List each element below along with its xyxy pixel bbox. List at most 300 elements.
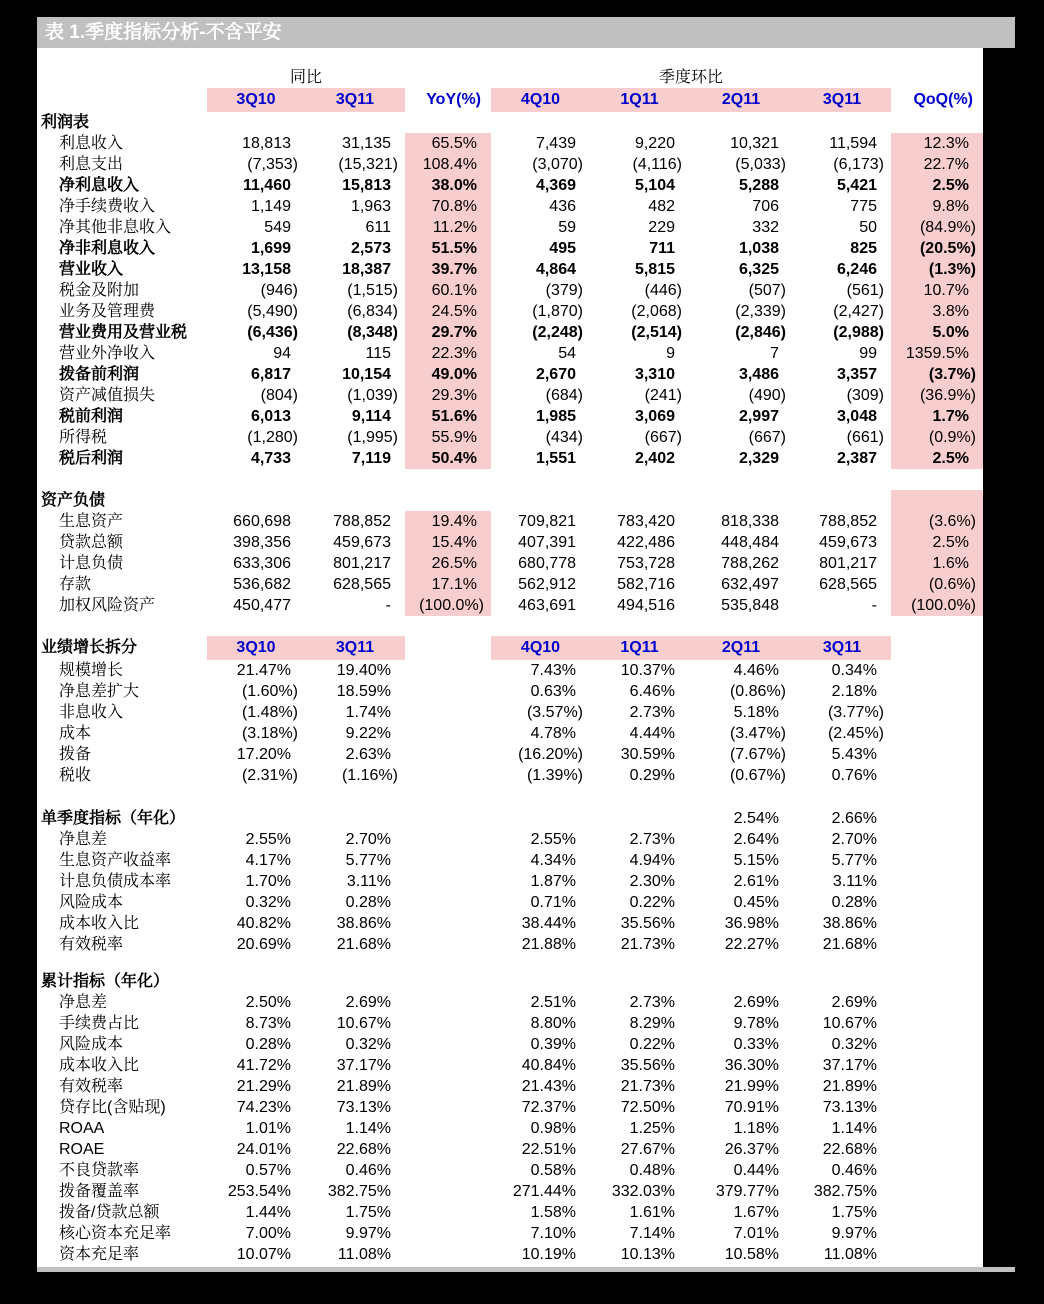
cell-3q11: 11.08% (337, 1246, 391, 1263)
cell-3q11: 21.89% (336, 1078, 391, 1095)
cell-3q10: 17.20% (236, 746, 291, 763)
row-label: 资本充足率 (59, 1246, 140, 1263)
cell-3q11: 0.46% (345, 1162, 391, 1179)
cell-1q11: 30.59% (620, 746, 675, 763)
cell-3q11: 10,154 (342, 366, 391, 383)
cell-4q10: 10.19% (521, 1246, 576, 1263)
cell-2q11: 1.67% (733, 1204, 779, 1221)
cell-3q11: 2.63% (345, 746, 391, 763)
cell-qoq: (36.9%) (891, 385, 983, 406)
cell-yoy (405, 1034, 491, 1055)
section-yoy-chip (207, 636, 405, 660)
cell-4q10: 0.58% (530, 1162, 576, 1179)
cell-4q10: 4.78% (530, 725, 576, 742)
cell-3q11: 1,963 (350, 198, 391, 215)
cell-3q10: 74.23% (236, 1099, 291, 1116)
cell-4q10: 0.63% (530, 683, 576, 700)
cell-1q11: 2.73% (629, 831, 675, 848)
cell-3q10: 18,813 (242, 135, 291, 152)
cell-4q10 (491, 971, 590, 992)
cell-3q11: 5.77% (345, 852, 391, 869)
row-label: 存款 (59, 576, 92, 593)
cell-3q11 (305, 112, 405, 133)
cell-yoy (405, 934, 491, 955)
cell-qoq (891, 723, 983, 744)
cell-yoy: 55.9% (405, 427, 491, 448)
row-label: 风险成本 (59, 1036, 124, 1053)
cell-3q11: 37.17% (336, 1057, 391, 1074)
cell-3q10: 536,682 (233, 576, 291, 593)
table-row (37, 702, 983, 723)
section-title: 业绩增长拆分 (41, 639, 138, 656)
cell-2q11: 2.64% (733, 831, 779, 848)
cell-3q11b: 3.11% (832, 873, 877, 890)
section-header-row (37, 808, 983, 829)
cell-2q11 (689, 971, 793, 992)
cell-yoy: 26.5% (405, 553, 491, 574)
cell-3q10: 450,477 (233, 597, 291, 614)
cell-qoq (891, 1181, 983, 1202)
cell-3q10: 0.32% (245, 894, 291, 911)
cell-qoq (891, 829, 983, 850)
cell-1q11: 0.22% (629, 1036, 675, 1053)
table-row (37, 850, 983, 871)
cell-2q11: 379.77% (715, 1183, 779, 1200)
cell-1q11: 35.56% (620, 915, 675, 932)
section-gap (37, 786, 983, 808)
cell-yoy (405, 1055, 491, 1076)
cell-3q11: 2.70% (345, 831, 391, 848)
cell-1q11: 753,728 (617, 555, 675, 572)
group-yoy-label: 同比 (289, 69, 322, 86)
cell-3q11b: 5,421 (836, 177, 877, 194)
cell-1q11: 711 (649, 240, 675, 257)
table-title-bar (37, 17, 1015, 48)
section-title: 资产负债 (41, 492, 106, 509)
cell-1q11: 2.30% (629, 873, 675, 890)
cell-3q11: 1.14% (345, 1120, 391, 1137)
cell-qoq (891, 490, 983, 511)
cell-3q11: (1,515) (347, 282, 398, 299)
cell-3q10 (207, 112, 305, 133)
table-row (37, 723, 983, 744)
cell-qoq: (84.9%) (891, 217, 983, 238)
cell-yoy (405, 681, 491, 702)
row-label: ROAA (59, 1120, 105, 1137)
cell-2q11: 0.33% (733, 1036, 779, 1053)
cell-3q11b: (3.77%) (827, 704, 884, 721)
cell-3q10: 660,698 (233, 513, 291, 530)
page-bottom-rule (37, 1267, 1015, 1272)
row-label: 净息差 (59, 994, 108, 1011)
cell-qoq (891, 971, 983, 992)
cell-qoq (891, 1139, 983, 1160)
cell-1q11 (590, 490, 689, 511)
cell-4q10: (379) (545, 282, 583, 299)
cell-1q11: 10.37% (620, 662, 675, 679)
cell-2q11: (7.67%) (729, 746, 786, 763)
cell-2q11: (0.86%) (729, 683, 786, 700)
cell-3q10: 1.44% (245, 1204, 291, 1221)
cell-3q10: (1.48%) (241, 704, 298, 721)
cell-3q11b: 0.46% (831, 1162, 877, 1179)
cell-3q10: 8.73% (245, 1015, 291, 1032)
cell-2q11: 70.91% (724, 1099, 779, 1116)
cell-1q11: (2,068) (631, 303, 682, 320)
table-row (37, 280, 983, 301)
cell-yoy: 24.5% (405, 301, 491, 322)
cell-4q10: 4,864 (535, 261, 576, 278)
cell-3q11b: 38.86% (822, 915, 877, 932)
cell-1q11: 9 (666, 345, 675, 362)
cell-4q10: (2,248) (532, 324, 583, 341)
cell-yoy (405, 112, 491, 133)
cell-3q11: 788,852 (333, 513, 391, 530)
table-row (37, 1244, 983, 1265)
cell-1q11: (4,116) (632, 156, 682, 173)
row-label: 税前利润 (59, 408, 124, 425)
cell-3q11b (793, 490, 891, 511)
cell-4q10: 0.71% (530, 894, 576, 911)
cell-1q11: 7.14% (629, 1225, 675, 1242)
cell-1q11: 5,104 (634, 177, 675, 194)
row-label: 核心资本充足率 (59, 1225, 172, 1242)
cell-yoy: 51.5% (405, 238, 491, 259)
cell-4q10: (684) (545, 387, 583, 404)
cell-2q11: 2,997 (738, 408, 779, 425)
qoq-header-chip (491, 88, 891, 112)
cell-3q11: 3.11% (346, 873, 391, 890)
cell-4q10: 271.44% (512, 1183, 576, 1200)
cell-4q10: 40.84% (521, 1057, 576, 1074)
cell-1q11 (590, 971, 689, 992)
cell-yoy: 29.3% (405, 385, 491, 406)
cell-3q10: (1.60%) (241, 683, 298, 700)
cell-2q11: 10.58% (724, 1246, 779, 1263)
cell-3q10: 2.50% (245, 994, 291, 1011)
cell-qoq (891, 913, 983, 934)
cell-1q11: 3,069 (634, 408, 675, 425)
cell-2q11: 2,329 (738, 450, 779, 467)
col-header-4q10: 4Q10 (520, 91, 561, 108)
cell-3q10 (207, 971, 305, 992)
cell-4q10: 21.88% (521, 936, 576, 953)
cell-3q11b: 788,852 (819, 513, 877, 530)
cell-yoy: 19.4% (405, 511, 491, 532)
row-label: 业务及管理费 (59, 303, 156, 320)
cell-3q11b: 99 (859, 345, 877, 362)
cell-qoq (891, 1013, 983, 1034)
cell-2q11: (507) (748, 282, 786, 299)
cell-yoy (405, 1160, 491, 1181)
cell-4q10: 680,778 (518, 555, 576, 572)
cell-qoq (891, 112, 983, 133)
cell-1q11: 2,402 (634, 450, 675, 467)
row-label: 有效税率 (59, 1078, 124, 1095)
cell-4q10: 8.80% (530, 1015, 576, 1032)
row-label: 净其他非息收入 (59, 219, 172, 236)
cell-qoq (891, 934, 983, 955)
row-label: 拨备前利润 (59, 366, 140, 383)
cell-yoy: 22.3% (405, 343, 491, 364)
table-row (37, 406, 983, 427)
cell-3q11: 0.28% (345, 894, 391, 911)
cell-qoq: (1.3%) (891, 259, 983, 280)
cell-qoq (891, 892, 983, 913)
cell-3q11: 9,114 (351, 408, 391, 425)
cell-yoy: 39.7% (405, 259, 491, 280)
section-title: 利润表 (41, 114, 90, 131)
cell-3q10: 1.01% (245, 1120, 291, 1137)
cell-qoq: 12.3% (891, 133, 983, 154)
row-label: 手续费占比 (59, 1015, 140, 1032)
cell-qoq: 1.7% (891, 406, 983, 427)
cell-3q10: (2.31%) (241, 767, 298, 784)
chip-label-3q11: 3Q11 (335, 639, 375, 656)
column-header-row (37, 88, 983, 112)
cell-yoy (405, 723, 491, 744)
cell-3q11b: (2,427) (833, 303, 884, 320)
col-header-3q11: 3Q11 (335, 91, 375, 108)
cell-yoy (405, 1244, 491, 1265)
cell-3q11b: 22.68% (822, 1141, 877, 1158)
table-row (37, 765, 983, 786)
cell-3q11: (1,995) (347, 429, 398, 446)
column-header-spacer (37, 88, 207, 112)
cell-qoq (891, 702, 983, 723)
cell-3q11b: 2,387 (836, 450, 877, 467)
cell-2q11: 36.30% (724, 1057, 779, 1074)
cell-yoy (405, 1223, 491, 1244)
cell-qoq: (3.6%) (891, 511, 983, 532)
col-header-3q10: 3Q10 (236, 91, 276, 108)
cell-qoq (891, 1097, 983, 1118)
cell-2q11: (3.47%) (729, 725, 786, 742)
table-row (37, 322, 983, 343)
cell-4q10: 21.43% (521, 1078, 576, 1095)
row-label: 生息资产收益率 (59, 852, 172, 869)
table-row (37, 574, 983, 595)
cell-yoy: 49.0% (405, 364, 491, 385)
cell-4q10: 1,551 (535, 450, 576, 467)
cell-3q10: 1,149 (250, 198, 291, 215)
cell-3q11: 1.74% (345, 704, 391, 721)
row-label: 拨备 (59, 746, 92, 763)
cell-3q11: 628,565 (333, 576, 391, 593)
cell-qoq: (20.5%) (891, 238, 983, 259)
cell-4q10: 562,912 (518, 576, 576, 593)
cell-yoy (405, 992, 491, 1013)
table-row (37, 660, 983, 681)
cell-4q10: (3.57%) (526, 704, 583, 721)
chip-label-3q11b: 3Q11 (822, 639, 862, 656)
cell-1q11: 4.44% (629, 725, 675, 742)
row-label: 资产减值损失 (59, 387, 156, 404)
cell-3q11b: 0.28% (831, 894, 877, 911)
cell-3q11 (305, 971, 405, 992)
cell-qoq: (3.7%) (891, 364, 983, 385)
cell-3q11b: 50 (859, 219, 877, 236)
row-label: 不良贷款率 (59, 1162, 140, 1179)
cell-3q11b: 37.17% (822, 1057, 877, 1074)
table-row (37, 1181, 983, 1202)
cell-4q10: 1,985 (535, 408, 576, 425)
cell-3q11: - (385, 597, 391, 614)
section-gap (37, 469, 983, 490)
cell-3q10: 6,817 (250, 366, 291, 383)
cell-3q11: 15,813 (342, 177, 391, 194)
table-row (37, 934, 983, 955)
chip-label-2q11: 2Q11 (721, 639, 761, 656)
cell-1q11: 0.29% (629, 767, 675, 784)
cell-qoq (891, 1160, 983, 1181)
cell-qoq: 1359.5% (891, 343, 983, 364)
cell-3q10: (1,280) (247, 429, 298, 446)
cell-4q10: 7.10% (530, 1225, 576, 1242)
cell-3q11b: (6,173) (833, 156, 884, 173)
section-qoq-chip (491, 636, 891, 660)
table-row (37, 1034, 983, 1055)
cell-3q11b: 801,217 (819, 555, 877, 572)
cell-yoy: 11.2% (405, 217, 491, 238)
cell-3q10: 2.55% (245, 831, 291, 848)
cell-2q11: (0.67%) (729, 767, 786, 784)
cell-4q10: 2.51% (530, 994, 576, 1011)
table-row (37, 427, 983, 448)
cell-1q11: (446) (644, 282, 682, 299)
cell-1q11: 72.50% (620, 1099, 675, 1116)
table-row (37, 301, 983, 322)
cell-3q10: 94 (273, 345, 291, 362)
cell-4q10: 4.34% (530, 852, 576, 869)
cell-2q11 (689, 112, 793, 133)
cell-yoy: (100.0%) (405, 595, 491, 616)
cell-3q10: 1.70% (245, 873, 291, 890)
cell-3q11: (1,039) (347, 387, 398, 404)
cell-yoy (405, 1139, 491, 1160)
cell-1q11: 35.56% (620, 1057, 675, 1074)
cell-4q10: 709,821 (518, 513, 576, 530)
cell-yoy: 38.0% (405, 175, 491, 196)
cell-yoy: 17.1% (405, 574, 491, 595)
cell-2q11: (490) (748, 387, 786, 404)
cell-2q11: 706 (752, 198, 779, 215)
cell-3q11b: 21.68% (822, 936, 877, 953)
table-row (37, 553, 983, 574)
cell-qoq (891, 1076, 983, 1097)
table-row (37, 892, 983, 913)
cell-qoq (891, 1118, 983, 1139)
cell-3q10: 40.82% (236, 915, 291, 932)
col-header-3q11b: 3Q11 (822, 91, 862, 108)
cell-qoq: (0.6%) (891, 574, 983, 595)
cell-yoy: 50.4% (405, 448, 491, 469)
cell-1q11: 482 (648, 198, 675, 215)
cell-yoy (405, 1097, 491, 1118)
table-row (37, 217, 983, 238)
cell-yoy (405, 765, 491, 786)
cell-2q11: 5,288 (738, 177, 779, 194)
cell-1q11: 8.29% (629, 1015, 675, 1032)
cell-3q10: 398,356 (233, 534, 291, 551)
col-header-yoy: YoY(%) (426, 91, 481, 108)
cell-yoy (405, 971, 491, 992)
cell-4q10: 463,691 (518, 597, 576, 614)
cell-3q11: 2.69% (345, 994, 391, 1011)
cell-1q11: 10.13% (620, 1246, 675, 1263)
cell-3q10: 13,158 (242, 261, 291, 278)
cell-3q11: 19.40% (336, 662, 391, 679)
cell-3q10: 6,013 (250, 408, 291, 425)
col-header-qoq: QoQ(%) (913, 91, 973, 108)
cell-3q11b: 1.75% (831, 1204, 877, 1221)
cell-3q10: (3.18%) (241, 725, 298, 742)
chip-gap-right (891, 636, 983, 660)
cell-qoq (891, 850, 983, 871)
table-row (37, 448, 983, 469)
table-row (37, 1139, 983, 1160)
row-label: 规模增长 (59, 662, 124, 679)
cell-qoq: 2.5% (891, 175, 983, 196)
cell-2q11: 9.78% (733, 1015, 779, 1032)
cell-4q10: 4,369 (535, 177, 576, 194)
cell-qoq: 2.5% (891, 448, 983, 469)
cell-qoq: (0.9%) (891, 427, 983, 448)
table-row (37, 343, 983, 364)
section-title: 单季度指标（年化） (41, 810, 186, 827)
cell-3q11b: 459,673 (819, 534, 877, 551)
cell-1q11: 783,420 (617, 513, 675, 530)
cell-1q11 (590, 808, 689, 829)
cell-3q11b: 3,357 (836, 366, 877, 383)
row-label: 成本收入比 (59, 915, 140, 932)
cell-qoq (891, 681, 983, 702)
cell-3q11b: 2.70% (831, 831, 877, 848)
cell-3q11: 1.75% (345, 1204, 391, 1221)
group-qoq-label: 季度环比 (658, 69, 723, 86)
cell-3q10: 1,699 (250, 240, 291, 257)
cell-3q11: 611 (365, 219, 391, 236)
cell-2q11: 535,848 (721, 597, 779, 614)
chip-label-1q11: 1Q11 (620, 639, 659, 656)
cell-3q11b: 3,048 (836, 408, 877, 425)
cell-2q11: 36.98% (724, 915, 779, 932)
cell-3q10: (7,353) (247, 156, 298, 173)
cell-2q11: (5,033) (735, 156, 786, 173)
cell-yoy (405, 871, 491, 892)
cell-yoy (405, 808, 491, 829)
cell-yoy (405, 913, 491, 934)
col-header-1q11: 1Q11 (620, 91, 659, 108)
table-row (37, 829, 983, 850)
cell-4q10: 1.58% (530, 1204, 576, 1221)
row-label: 有效税率 (59, 936, 124, 953)
cell-qoq (891, 1034, 983, 1055)
cell-4q10: 0.98% (530, 1120, 576, 1137)
cell-qoq: (100.0%) (891, 595, 983, 616)
section-header-row (37, 490, 983, 511)
row-label: 税后利润 (59, 450, 124, 467)
cell-1q11: 422,486 (617, 534, 675, 551)
table-row (37, 1076, 983, 1097)
table-row (37, 364, 983, 385)
row-label: 贷存比(含贴现) (59, 1099, 166, 1116)
cell-3q11: 31,135 (342, 135, 391, 152)
row-label: 净利息收入 (59, 177, 140, 194)
cell-qoq (891, 808, 983, 829)
cell-3q11: 10.67% (336, 1015, 391, 1032)
cell-4q10: 38.44% (521, 915, 576, 932)
